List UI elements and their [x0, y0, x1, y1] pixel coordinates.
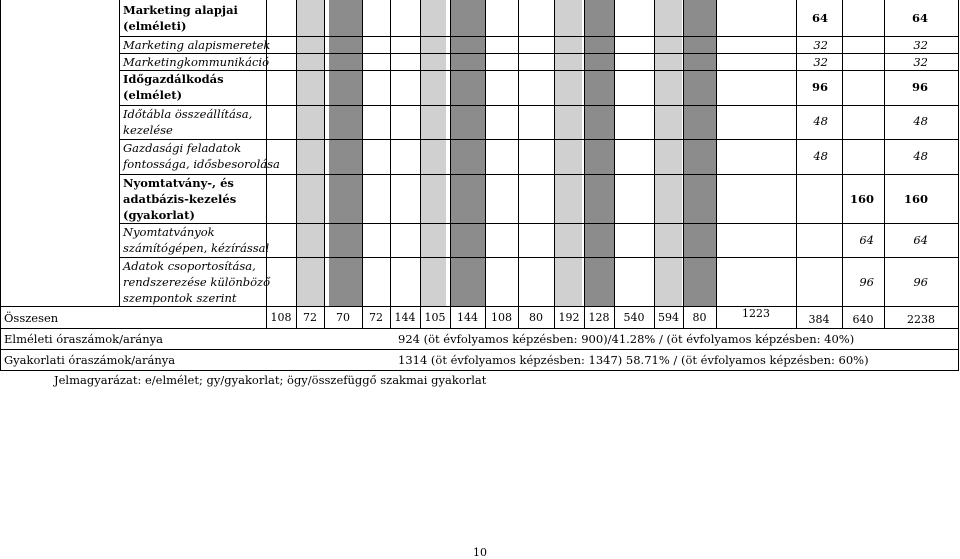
summary-value: 108: [491, 311, 512, 324]
row-label-adatok-csoportositasa: Adatok csoportosítása, rendszerezése különböző szempontok szerint: [123, 259, 271, 305]
summary-value: 128: [588, 311, 610, 324]
row-label-idotabla: Időtábla összeállítása, kezelése: [123, 107, 253, 137]
row-total: 96: [913, 275, 928, 289]
summary-value: 192: [558, 311, 580, 324]
summary-value: 105: [424, 311, 446, 324]
row-value: 48: [813, 149, 828, 163]
row-value: 48: [813, 114, 828, 128]
summary-value: 144: [457, 311, 478, 324]
row-value: 32: [813, 55, 828, 69]
summary-value: 108: [270, 311, 292, 324]
summary-value: 70: [336, 311, 350, 324]
summary-value: 384: [808, 313, 830, 326]
shaded-column-light: [554, 0, 582, 306]
summary-value: 2238: [907, 313, 935, 326]
row-total: 96: [911, 80, 928, 94]
summary-value: 1223: [742, 307, 770, 320]
row-value: 96: [811, 80, 828, 94]
summary-value: 540: [623, 311, 645, 324]
summary-value: 594: [658, 311, 679, 324]
row-label-marketing-alapjai: Marketing alapjai (elméleti): [123, 3, 238, 33]
summary-value: 144: [394, 311, 416, 324]
row-value: 96: [859, 275, 874, 289]
practice-ratio-label: Gyakorlati óraszámok/aránya: [4, 353, 176, 367]
summary-value: 640: [852, 313, 874, 326]
row-total: 64: [911, 11, 928, 25]
row-total: 32: [913, 38, 928, 52]
theory-ratio-value: 924 (öt évfolyamos képzésben: 900)/41.28% / (öt évfolyamos képzésben: 40%): [398, 332, 855, 346]
shaded-column-dark: [584, 0, 614, 306]
row-label-marketing-alapismeretek: Marketing alapismeretek: [123, 38, 271, 52]
row-value: 64: [859, 233, 874, 247]
row-label-nyomtatvany-adatbazis: Nyomtatvány-, és adatbázis-kezelés (gyakorlat): [123, 176, 237, 222]
row-total: 32: [913, 55, 928, 69]
row-label-nyomtatvanyok: Nyomtatványok számítógépen, kézírással: [123, 225, 270, 255]
row-total: 48: [913, 149, 928, 163]
shaded-column-light: [420, 0, 446, 306]
shaded-column-dark: [329, 0, 362, 306]
practice-ratio-value: 1314 (öt évfolyamos képzésben: 1347) 58.71% / (öt évfolyamos képzésben: 60%): [398, 353, 869, 367]
row-value: 160: [849, 192, 874, 206]
page-number: 10: [473, 546, 487, 559]
shaded-column-dark: [450, 0, 485, 306]
row-label-idogazdalkodas: Időgazdálkodás (elmélet): [123, 72, 224, 102]
row-total: 48: [913, 114, 928, 128]
row-total: 64: [913, 233, 928, 247]
legend: Jelmagyarázat: e/elmélet; gy/gyakorlat; ögy/összefüggő szakmai gyakorlat: [54, 373, 487, 387]
summary-label: Összesen: [4, 311, 59, 325]
row-label-gazdasagi-feladatok: Gazdasági feladatok fontossága, idősbesorolása: [123, 141, 280, 171]
summary-value: 80: [529, 311, 543, 324]
shaded-column-light: [654, 0, 682, 306]
summary-value: 72: [303, 311, 317, 324]
row-value: 32: [813, 38, 828, 52]
row-total: 160: [903, 192, 928, 206]
row-value: 64: [811, 11, 828, 25]
shaded-column-dark: [683, 0, 716, 306]
theory-ratio-label: Elméleti óraszámok/aránya: [4, 332, 163, 346]
summary-value: 80: [692, 311, 707, 324]
row-label-marketingkommunikacio: Marketingkommunikáció: [123, 55, 270, 69]
summary-value: 72: [369, 311, 383, 324]
shaded-column-light: [296, 0, 324, 306]
